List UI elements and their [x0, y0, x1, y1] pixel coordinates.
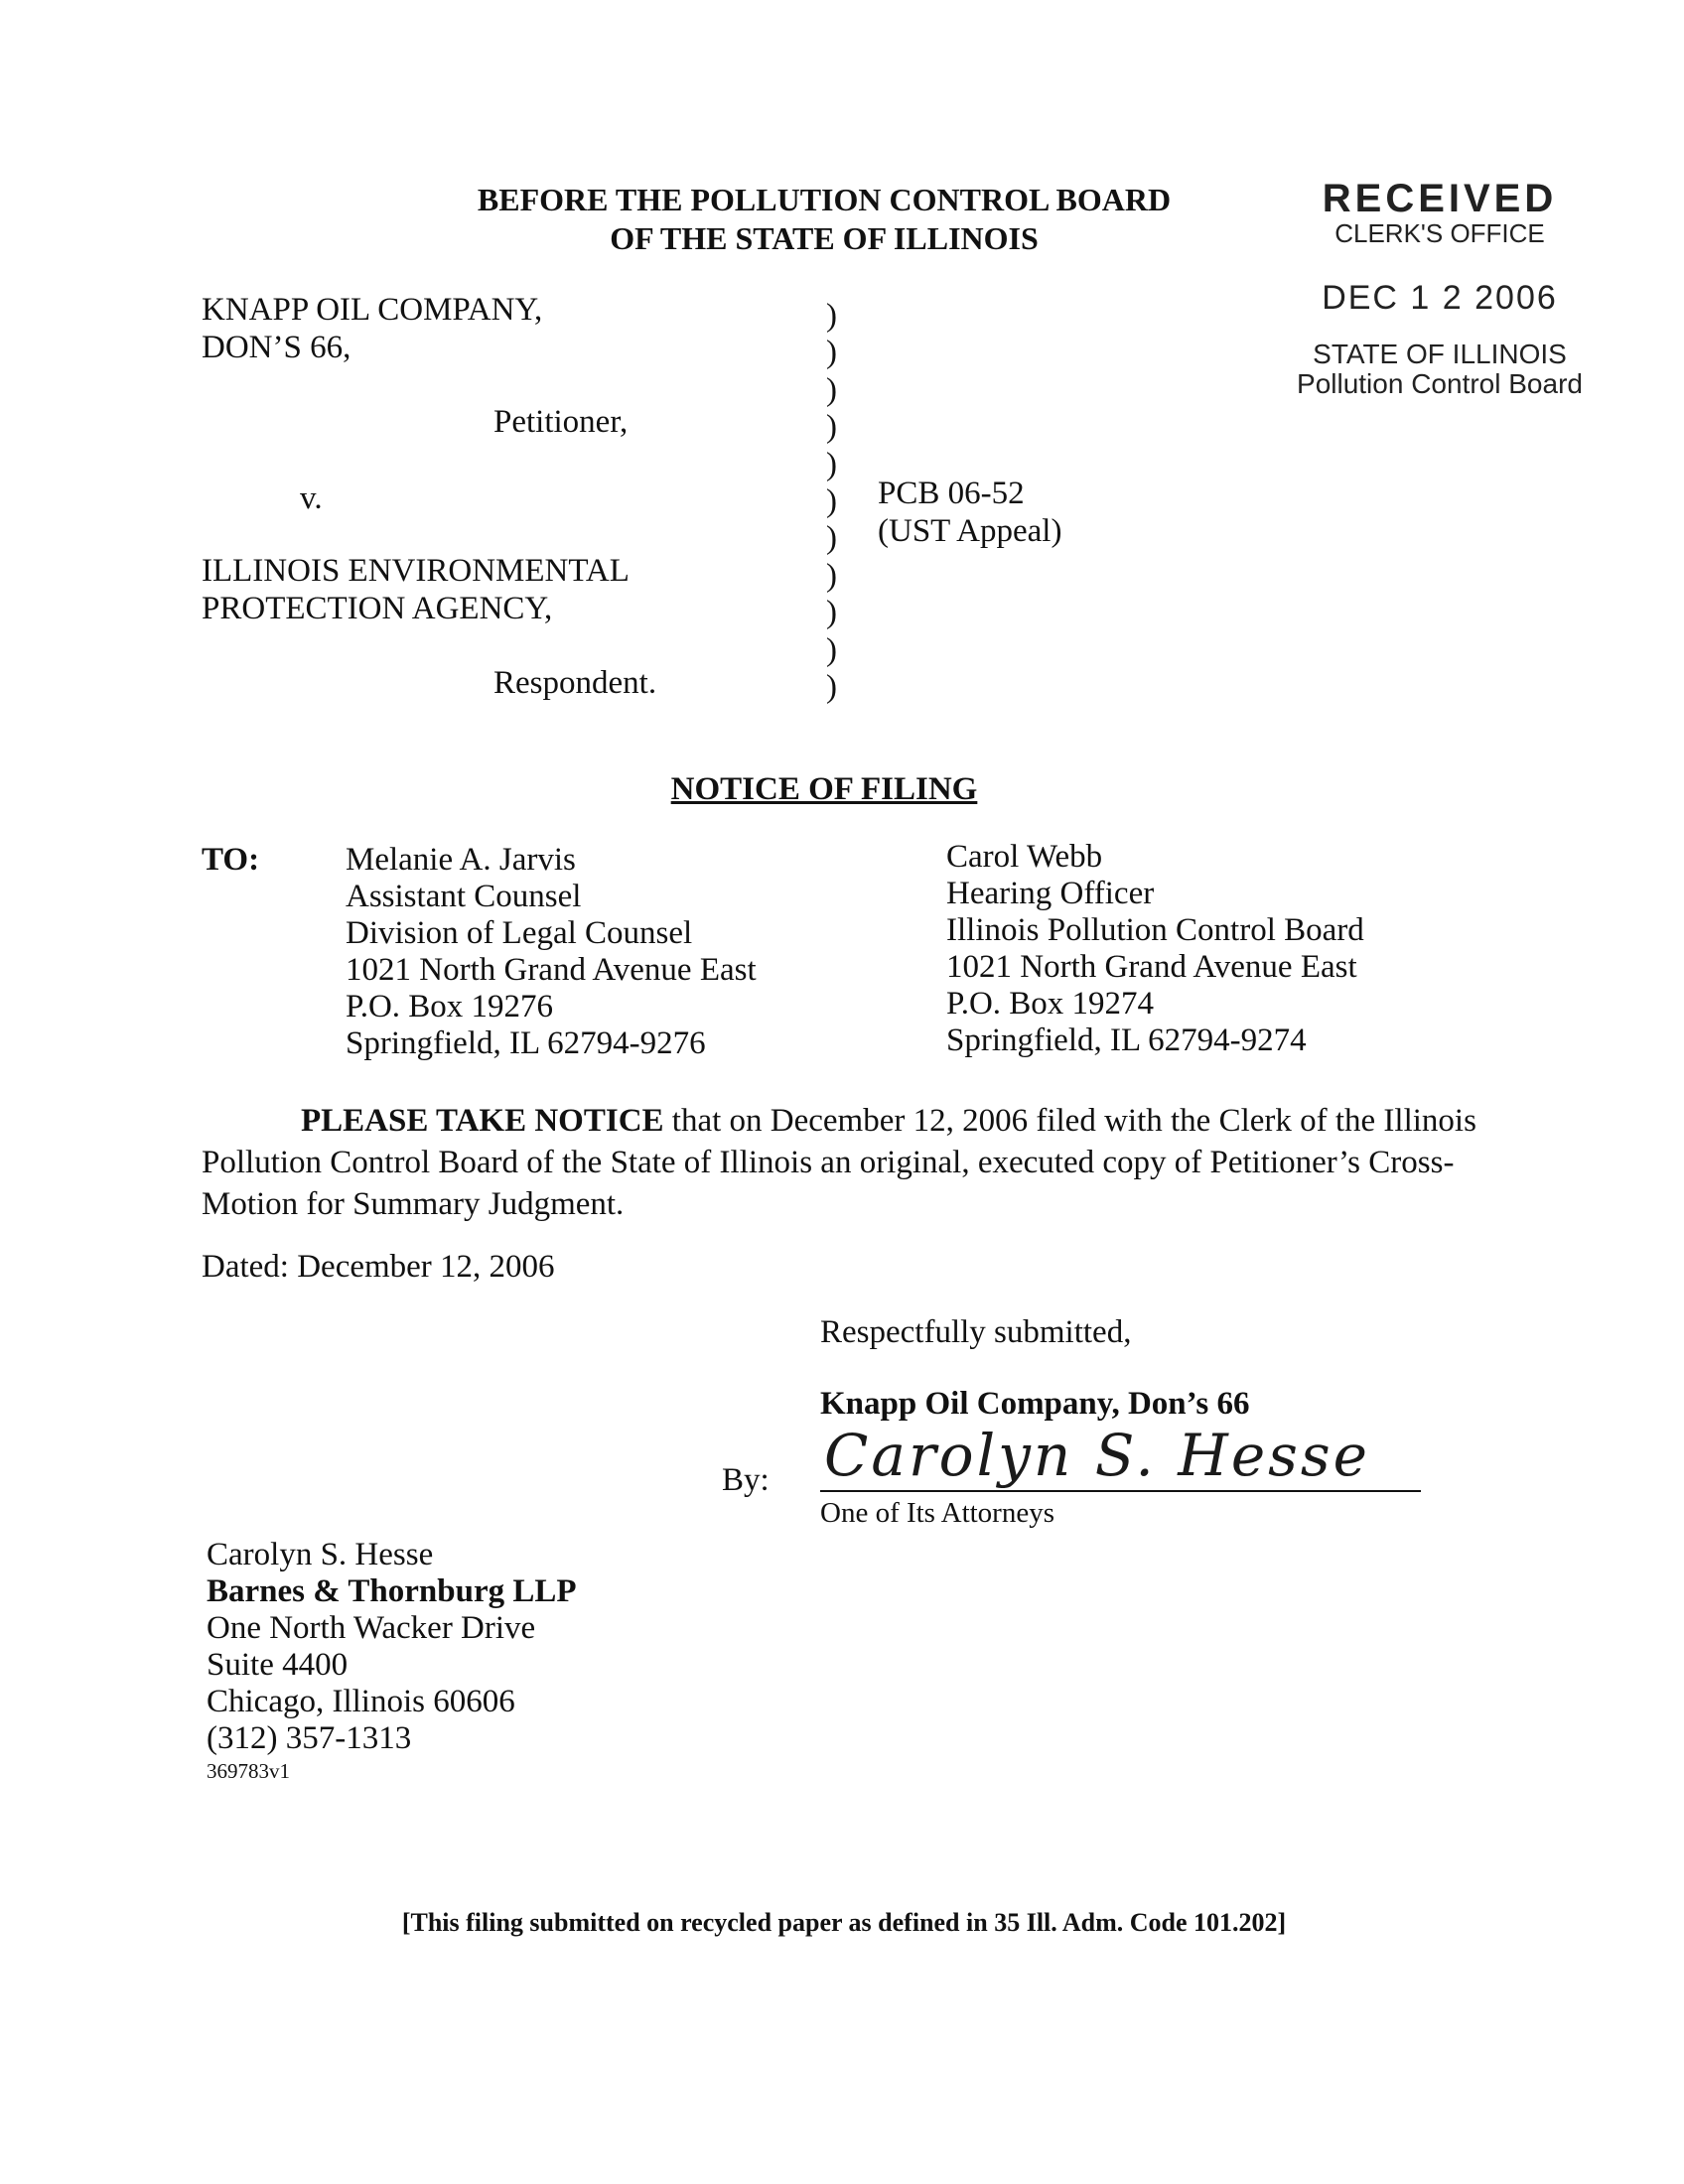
respondent-line-1: ILLINOIS ENVIRONMENTAL — [202, 553, 630, 589]
attorney-phone: (312) 357-1313 — [207, 1720, 412, 1756]
recipient-right-line: Illinois Pollution Control Board — [946, 912, 1364, 948]
recipient-right-line: P.O. Box 19274 — [946, 986, 1155, 1022]
closing: Respectfully submitted, — [820, 1314, 1132, 1350]
paren: ) — [826, 371, 837, 408]
heading-line-2: OF THE STATE OF ILLINOIS — [610, 220, 1039, 256]
petitioner-role: Petitioner, — [493, 404, 629, 440]
petitioner-line-2: DON’S 66, — [202, 330, 351, 365]
paren: ) — [826, 409, 837, 446]
paren: ) — [826, 335, 837, 371]
case-number: PCB 06-52 — [878, 476, 1025, 511]
signature-handwriting: Carolyn S. Hesse — [824, 1422, 1371, 1489]
versus: v. — [300, 480, 323, 516]
stamp-state: STATE OF ILLINOIS — [1313, 339, 1567, 369]
respondent-line-2: PROTECTION AGENCY, — [202, 591, 553, 626]
to-label: TO: — [202, 842, 260, 878]
recipient-left-line: Division of Legal Counsel — [346, 915, 693, 951]
case-type: (UST Appeal) — [878, 513, 1062, 549]
document-id: 369783v1 — [207, 1759, 290, 1783]
recipient-right-line: 1021 North Grand Avenue East — [946, 949, 1357, 985]
by-label: By: — [722, 1462, 770, 1498]
attorney-name: Carolyn S. Hesse — [207, 1537, 434, 1572]
paren: ) — [826, 446, 837, 482]
signature — [820, 1422, 1421, 1492]
attorney-city: Chicago, Illinois 60606 — [207, 1684, 515, 1719]
recipient-left-line: P.O. Box 19276 — [346, 989, 554, 1024]
recipient-left-line: Assistant Counsel — [346, 879, 582, 914]
notice-title: NOTICE OF FILING — [670, 771, 978, 807]
paren: ) — [826, 631, 837, 668]
recipient-left-line: Melanie A. Jarvis — [346, 842, 576, 878]
dated-line: Dated: December 12, 2006 — [202, 1249, 555, 1285]
paren: ) — [826, 482, 837, 519]
recipient-left-line: 1021 North Grand Avenue East — [346, 952, 757, 988]
notice-paragraph — [202, 1100, 1492, 1225]
paren: ) — [826, 557, 837, 594]
paren: ) — [826, 298, 837, 334]
paren: ) — [826, 668, 837, 705]
stamp-date: DEC 1 2 2006 — [1322, 279, 1558, 317]
notice-lead: PLEASE TAKE NOTICE — [301, 1103, 664, 1139]
heading-line-1: BEFORE THE POLLUTION CONTROL BOARD — [477, 182, 1172, 217]
stamp-board: Pollution Control Board — [1297, 368, 1583, 399]
notice-text: that on December 12, 2006 filed with the Clerk of the Illinois Pollution Control Board of the State of Illinois an original, executed copy of Petitioner’s Cross-Motion for Summary Judgment. — [202, 1103, 1476, 1222]
attorney-address-2: Suite 4400 — [207, 1647, 349, 1683]
paren: ) — [826, 595, 837, 631]
respondent-role: Respondent. — [493, 665, 657, 701]
caption-parentheses — [826, 298, 837, 706]
attorney-address-1: One North Wacker Drive — [207, 1610, 536, 1646]
recycled-paper-note: [This filing submitted on recycled paper as defined in 35 Ill. Adm. Code 101.202] — [401, 1908, 1287, 1937]
signature-role: One of Its Attorneys — [820, 1497, 1054, 1529]
recipient-left — [346, 842, 757, 1062]
petitioner-line-1: KNAPP OIL COMPANY, — [202, 292, 543, 328]
stamp-received: RECEIVED — [1322, 177, 1558, 220]
recipient-right-line: Springfield, IL 62794-9274 — [946, 1023, 1307, 1058]
recipient-left-line: Springfield, IL 62794-9276 — [346, 1025, 706, 1061]
paren: ) — [826, 520, 837, 557]
recipient-right — [946, 839, 1364, 1059]
recipient-right-line: Hearing Officer — [946, 876, 1155, 911]
received-stamp — [1261, 179, 1618, 399]
recipient-right-line: Carol Webb — [946, 839, 1103, 875]
attorney-firm: Barnes & Thornburg LLP — [207, 1573, 577, 1609]
company-name: Knapp Oil Company, Don’s 66 — [820, 1386, 1250, 1422]
stamp-office: CLERK'S OFFICE — [1334, 218, 1545, 248]
